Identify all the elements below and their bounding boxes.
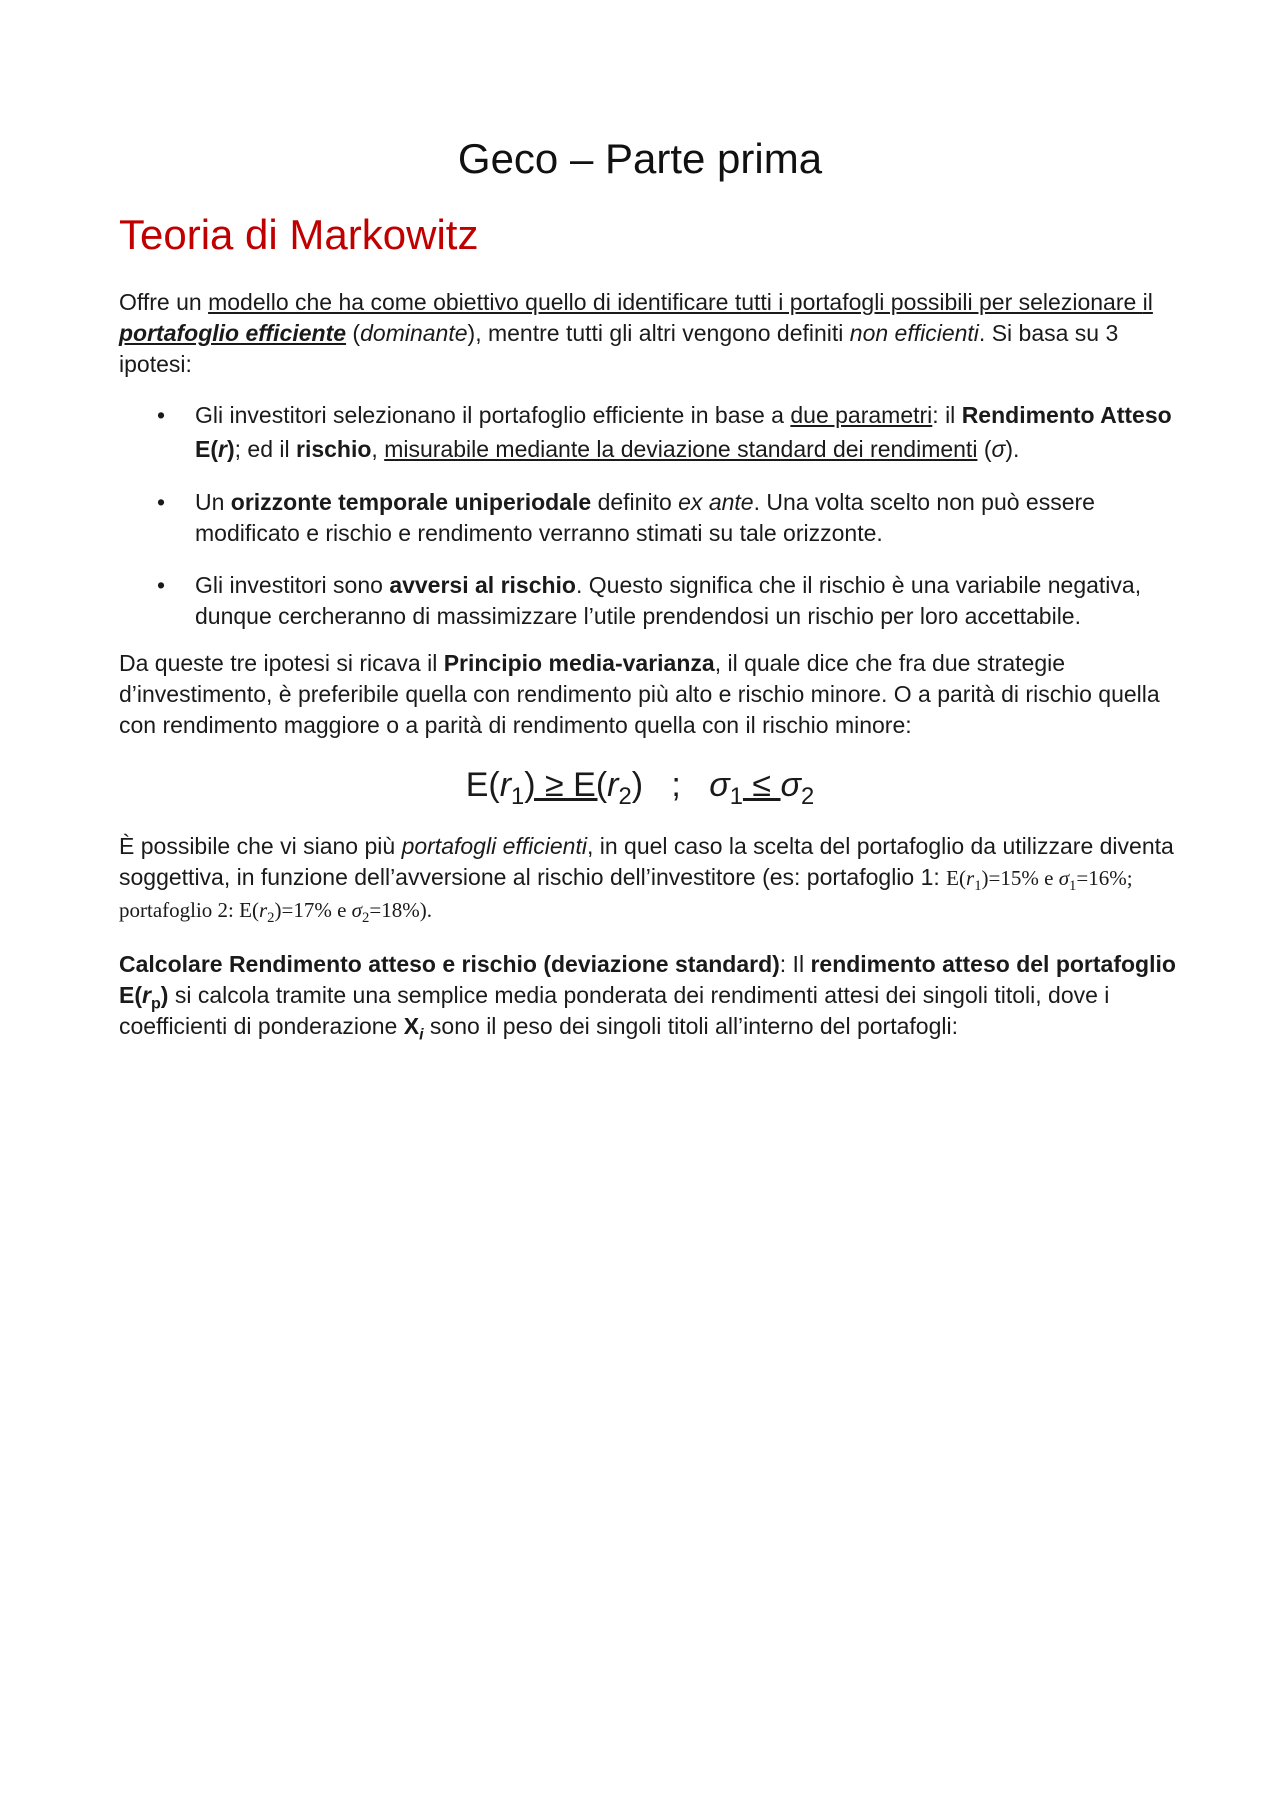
mean-variance-formula: $E(r_1) \ge E(r_2)$ ; $\sigma_1 \le \sigma_2$ bbox=[465, 766, 815, 810]
hypotheses-list bbox=[119, 398, 1179, 653]
section-heading: Teoria di Markowitz bbox=[119, 211, 479, 258]
bullet-marker: • bbox=[157, 402, 166, 428]
list-item: • Gli investitori sono avversi al rischio. Questo significa che il rischio è una variabile negativa, dunque cercheranno di massimizzare l’utile prendendosi un rischio per loro accettabile. bbox=[157, 572, 1142, 629]
principle-paragraph: Da queste tre ipotesi si ricava il Principio media-varianza, il quale dice che fra due strategie d’investimento, è preferibile quella con rendimento più alto e rischio minore. O a parità di rischio quella con rendimento maggiore o a parità di rendimento quella con il rischio minore: bbox=[119, 650, 1160, 738]
efficient-portfolios-paragraph: È possibile che vi siano più portafogli efficienti, in quel caso la scelta del portafoglio da utilizzare diventa soggettiva, in funzione dell’avversione al rischio dell’investitore (es: portafoglio 1: $E(r_1)=15\%$ e $\sigma_1=16\%$; portafoglio 2: $E(r_2)=17\%$ e $\sigma_2=18\%$). bbox=[119, 833, 1174, 927]
bullet-marker: • bbox=[157, 489, 166, 515]
list-item: • Gli investitori selezionano il portafoglio efficiente in base a due parametri: il Rendimento Atteso E(r); ed il rischio, misurabile mediante la deviazione standard dei rendimenti (σ). bbox=[119, 398, 1179, 466]
document-title: Geco – Parte prima bbox=[457, 135, 823, 182]
list-item: • Un orizzonte temporale uniperiodale definito ex ante. Una volta scelto non può essere modificato e rischio e rendimento verranno stimati su tale orizzonte. bbox=[157, 489, 1095, 546]
bullet-marker: • bbox=[157, 572, 166, 598]
intro-paragraph: Offre un modello che ha come obiettivo quello di identificare tutti i portafogli possibili per selezionare il portafoglio efficiente (dominante), mentre tutti gli altri vengono definiti non efficienti. Si basa su 3 ipotesi: bbox=[119, 289, 1153, 377]
calculation-paragraph: Calcolare Rendimento atteso e rischio (deviazione standard): Il rendimento atteso del portafoglio $E(r_p)$ si calcola tramite una semplice media ponderata dei rendimenti attesi dei singoli titoli, dove i coefficienti di ponderazione $X_i$ sono il peso dei singoli titoli all’interno del portafogli: bbox=[119, 951, 1176, 1044]
